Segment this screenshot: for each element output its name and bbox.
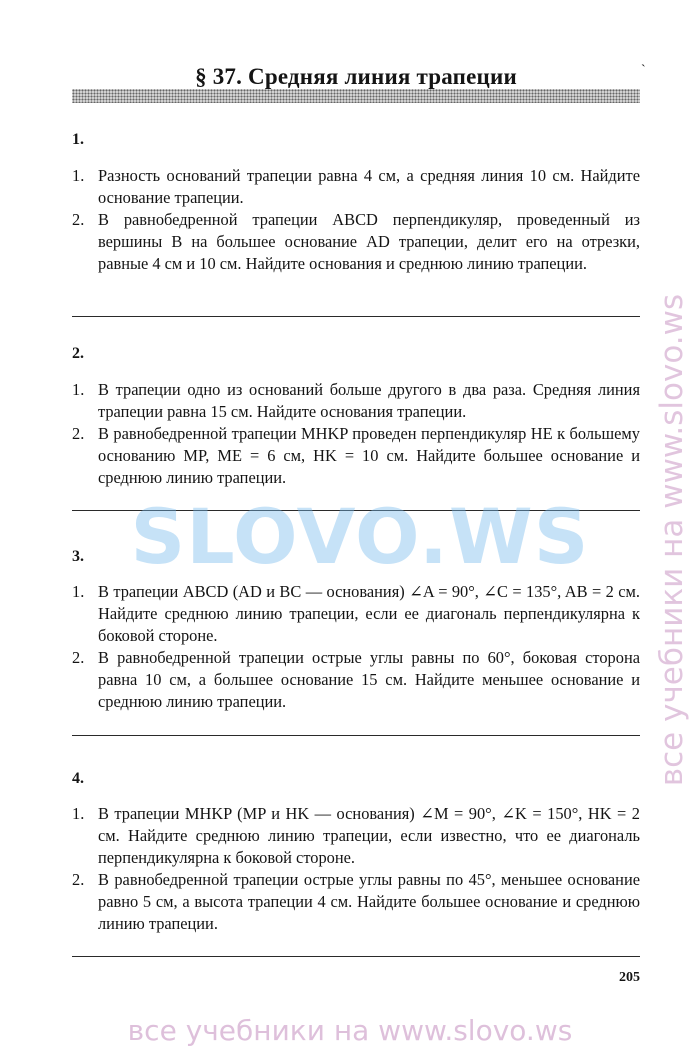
task-list bbox=[72, 379, 640, 489]
task-item bbox=[72, 581, 640, 647]
task-text: В равнобедренной трапеции острые углы равны по 60°, боковая сторона равна 10 см, а большее основание 15 см. Найдите меньшее основание и среднюю линию трапеции. bbox=[98, 648, 640, 711]
variant-number: 1. bbox=[72, 131, 84, 148]
task-list bbox=[72, 165, 640, 275]
task-text: В трапеции MHKP (MP и HK — основания) ∠M = 90°, ∠K = 150°, HK = 2 см. Найдите среднюю линию трапеции, если известно, что ее диагональ перпендикулярна к боковой стороне. bbox=[98, 804, 640, 867]
task-number: 1. bbox=[72, 804, 85, 823]
task-number: 2. bbox=[72, 870, 85, 889]
task-number: 1. bbox=[72, 166, 85, 185]
variant-section-4 bbox=[72, 767, 640, 935]
task-item bbox=[72, 165, 640, 209]
task-item bbox=[72, 803, 640, 869]
task-item bbox=[72, 423, 640, 489]
page-title: § 37. Средняя линия трапеции bbox=[195, 64, 517, 89]
task-number: 1. bbox=[72, 380, 85, 399]
task-item bbox=[72, 379, 640, 423]
corner-mark: ` bbox=[641, 63, 646, 78]
variant-number: 3. bbox=[72, 548, 84, 565]
task-number: 2. bbox=[72, 424, 85, 443]
watermark-bottom: все учебники на www.slovo.ws bbox=[127, 1014, 573, 1047]
task-text: В равнобедренной трапеции острые углы равны по 45°, меньшее основание равно 5 см, а высота трапеции 4 см. Найдите большее основание и среднюю линию трапеции. bbox=[98, 870, 640, 933]
variant-section-1 bbox=[72, 128, 640, 275]
section-divider bbox=[72, 956, 640, 957]
variant-section-2 bbox=[72, 342, 640, 489]
variant-number: 2. bbox=[72, 345, 84, 362]
task-number: 2. bbox=[72, 210, 85, 229]
task-text: В равнобедренной трапеции MHKP проведен перпендикуляр HE к большему основанию MP, ME = 6 см, HK = 10 см. Найдите большее основание и среднюю линию трапеции. bbox=[98, 424, 640, 487]
watermark-side: все учебники на www.slovo.ws bbox=[654, 293, 690, 787]
section-divider bbox=[72, 735, 640, 736]
page-number: 205 bbox=[619, 970, 640, 985]
task-text: Разность оснований трапеции равна 4 см, а средняя линия 10 см. Найдите основание трапеции. bbox=[98, 166, 640, 207]
variant-number: 4. bbox=[72, 770, 84, 787]
task-item bbox=[72, 647, 640, 713]
task-item bbox=[72, 209, 640, 275]
task-item bbox=[72, 869, 640, 935]
task-list bbox=[72, 803, 640, 935]
task-text: В трапеции одно из оснований больше другого в два раза. Средняя линия трапеции равна 15 см. Найдите основания трапеции. bbox=[98, 380, 640, 421]
task-text: В трапеции ABCD (AD и BC — основания) ∠A = 90°, ∠C = 135°, AB = 2 см. Найдите среднюю линию трапеции, если ее диагональ перпендикулярна к боковой стороне. bbox=[98, 582, 640, 645]
title-underline-band bbox=[72, 89, 640, 103]
watermark-center: SLOVO.WS bbox=[130, 492, 590, 581]
task-number: 1. bbox=[72, 582, 85, 601]
section-divider bbox=[72, 316, 640, 317]
task-text: В равнобедренной трапеции ABCD перпендикуляр, проведенный из вершины B на большее основание AD трапеции, делит его на отрезки, равные 4 см и 10 см. Найдите основания и среднюю линию трапеции. bbox=[98, 210, 640, 273]
task-list bbox=[72, 581, 640, 713]
task-number: 2. bbox=[72, 648, 85, 667]
